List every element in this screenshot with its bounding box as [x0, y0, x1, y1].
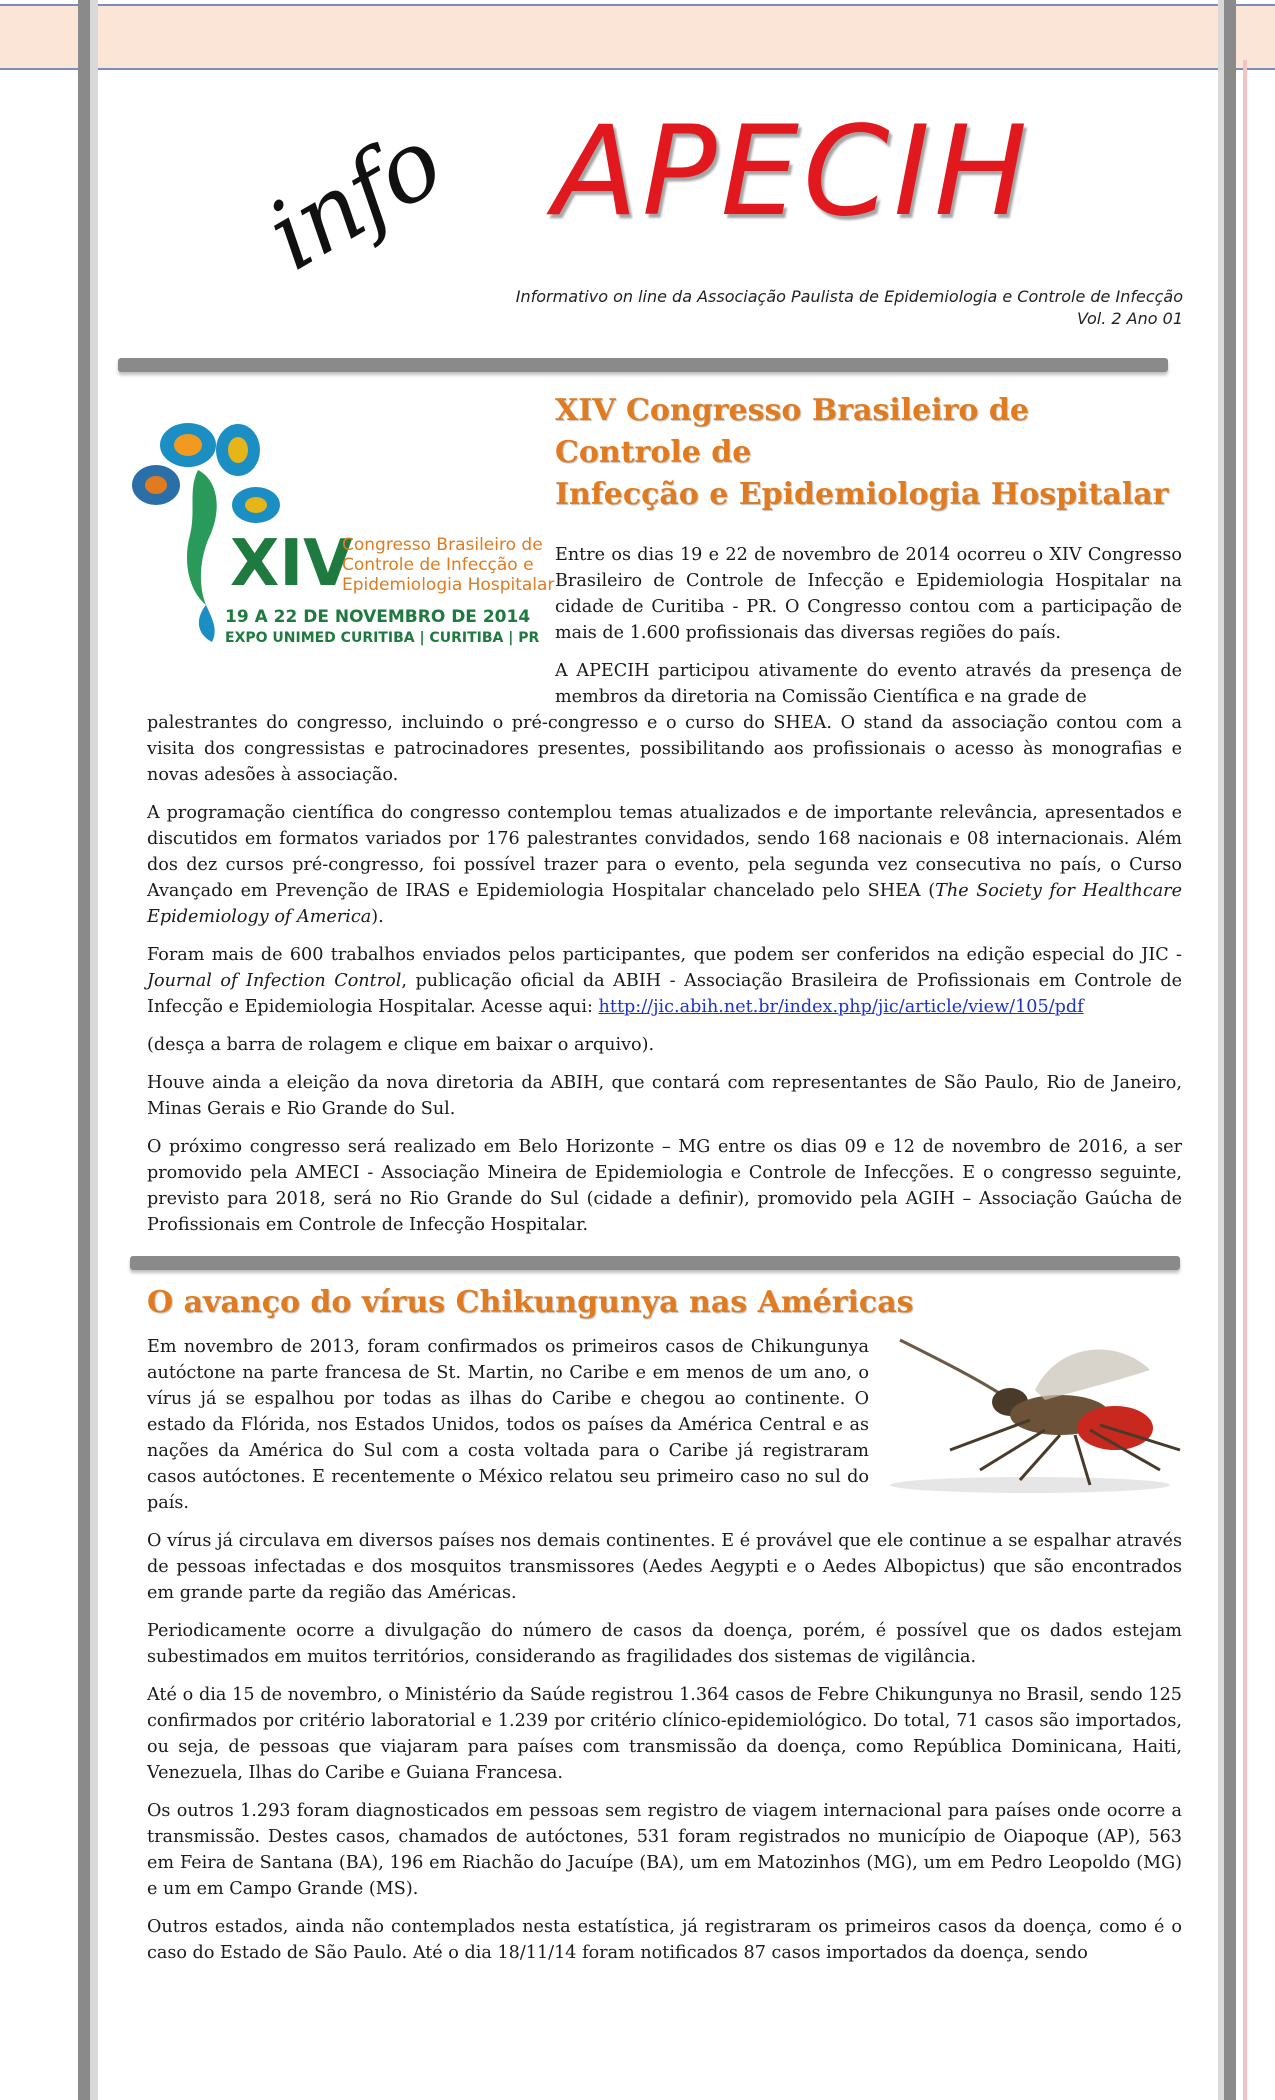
article-congress-title [555, 390, 1182, 516]
chikungunya-paragraph-2: O vírus já circulava em diversos países nos demais continentes. E é provável que ele continue a se espalhar através de pessoas infectadas e dos mosquitos transmissores (Aedes Aegypti e o Aedes Albopictus) que são encontrados em grande parte da região das Américas. [147, 1531, 1182, 1603]
logo-name-line2: Controle de Infecção e [342, 555, 534, 575]
congress-paragraph-5: (desça a barra de rolagem e clique em baixar o arquivo). [147, 1035, 655, 1055]
article-congress [147, 390, 1182, 1250]
p4-start: Foram mais de 600 trabalhos enviados pelos participantes, que podem ser conferidos na edição especial do JIC - [147, 945, 1182, 965]
p4-italic: Journal of Infection Control [147, 971, 402, 991]
logo-name-line1: Congresso Brasileiro de [342, 535, 543, 555]
masthead [249, 100, 1195, 340]
section-divider-middle [130, 1256, 1180, 1270]
title-line-2: Infecção e Epidemiologia Hospitalar [555, 477, 1169, 512]
masthead-tagline [516, 286, 1183, 330]
chikungunya-paragraph-1: Em novembro de 2013, foram confirmados os primeiros casos de Chikungunya autóctone na parte francesa de St. Martin, no Caribe e em menos de um ano, o vírus já se espalhou por todas as ilhas do Caribe e chegou ao continente. O estado da Flórida, nos Estados Unidos, todos os países da América Central e as nações da América do Sul com a costa voltada para o Caribe já registraram casos autóctones. E recentemente o México relatou seu primeiro caso no sul do país. [147, 1337, 869, 1513]
section-divider-top [118, 358, 1168, 372]
masthead-info-script: info [249, 106, 460, 292]
article-chikungunya [147, 1282, 1182, 1978]
chikungunya-paragraph-5: Os outros 1.293 foram diagnosticados em pessoas sem registro de viagem internacional para países onde ocorre a transmissão. Destes casos, chamados de autóctones, 531 foram registrados no município de Oiapoque (AP), 563 em Feira de Santana (BA), 196 em Riachão do Jacuípe (BA), um em Matozinhos (MG), um em Pedro Leopoldo (MG) e um em Campo Grande (MS). [147, 1801, 1182, 1899]
masthead-apecih-logo: APECIH [553, 100, 1032, 244]
congress-paragraph-4 [147, 942, 1182, 1020]
p4-mid: , publicação oficial da ABIH - Associação Brasileira de Profissionais em Controle de Infecção e Epidemiologia Hospitalar. Acesse aqui: [147, 971, 1182, 1017]
title-line-1: XIV Congresso Brasileiro de Controle de [555, 393, 1029, 470]
congress-paragraph-6: Houve ainda a eleição da nova diretoria da ABIH, que contará com representantes de São Paulo, Rio de Janeiro, Minas Gerais e Rio Grande do Sul. [147, 1073, 1182, 1119]
chikungunya-paragraph-3: Periodicamente ocorre a divulgação do número de casos da doença, porém, é possível que os dados estejam subestimados em muitos territórios, considerando as fragilidades dos sistemas de vigilância. [147, 1621, 1182, 1667]
logo-numeral: XIV [230, 527, 353, 601]
congress-paragraph-2b: palestrantes do congresso, incluindo o pré-congresso e o curso do SHEA. O stand da associação contou com a visita dos congressistas e patrocinadores presentes, possibilitando aos profissionais o acesso às monografias e novas adesões à associação. [147, 713, 1182, 785]
logo-name-line3: Epidemiologia Hospitalar [342, 575, 555, 595]
p3-italic: The Society for Healthcare Epidemiology of America [147, 881, 1182, 927]
p3-end: ). [371, 907, 384, 927]
top-band [0, 4, 1275, 70]
right-page-rail [1224, 0, 1236, 2100]
congress-paragraph-3 [147, 800, 1182, 930]
p3-text: A programação científica do congresso contemplou temas atualizados e de importante relevância, apresentados e discutidos em formatos variados por 176 palestrantes convidados, sendo 168 nacionais e 08 internacionais. Além dos dez cursos pré-congresso, foi possível trazer para o evento, pela segunda vez consecutiva no país, o Curso Avançado em Prevenção de IRAS e Epidemiologia Hospitalar chancelado pelo SHEA ( [147, 803, 1182, 901]
chikungunya-paragraph-4: Até o dia 15 de novembro, o Ministério da Saúde registrou 1.364 casos de Febre Chikungunya no Brasil, sendo 125 confirmados por critério laboratorial e 1.239 por critério clínico-epidemiológico. Do total, 71 casos são importados, ou seja, de pessoas que viajaram para países com transmissão da doença, como República Dominicana, Haiti, Venezuela, Ilhas do Caribe e Guiana Francesa. [147, 1685, 1182, 1783]
jic-article-link[interactable]: http://jic.abih.net.br/index.php/jic/article/view/105/pdf [598, 997, 1084, 1017]
right-accent-line [1243, 60, 1247, 2100]
logo-venue: EXPO UNIMED CURITIBA | CURITIBA | PR [225, 630, 540, 646]
volume-text: Vol. 2 Ano 01 [1077, 309, 1183, 328]
left-page-rail [78, 0, 90, 2100]
congress-paragraph-2a: A APECIH participou ativamente do evento através da presença de membros da diretoria na Comissão Científica e na grade de [555, 661, 1182, 707]
article-chikungunya-title: O avanço do vírus Chikungunya nas Américas [147, 1285, 914, 1320]
chikungunya-paragraph-6: Outros estados, ainda não contemplados nesta estatística, já registraram os primeiros casos da doença, como é o caso do Estado de São Paulo. Até o dia 18/11/14 foram notificados 87 casos importados da doença, sendo [147, 1917, 1182, 1963]
logo-dates: 19 A 22 DE NOVEMBRO DE 2014 [225, 607, 531, 627]
tagline-text: Informativo on line da Associação Paulista de Epidemiologia e Controle de Infecção [515, 287, 1183, 306]
congress-paragraph-1: Entre os dias 19 e 22 de novembro de 2014 ocorreu o XIV Congresso Brasileiro de Controle de Infecção e Epidemiologia Hospitalar na cidade de Curitiba - PR. O Congresso contou com a participação de mais de 1.600 profissionais das diversas regiões do país. [555, 545, 1182, 643]
congress-paragraph-7: O próximo congresso será realizado em Belo Horizonte – MG entre os dias 09 e 12 de novembro de 2016, a ser promovido pela AMECI - Associação Mineira de Epidemiologia e Controle de Infecções. E o congresso seguinte, previsto para 2018, será no Rio Grande do Sul (cidade a definir), promovido pela AGIH – Associação Gaúcha de Profissionais em Controle de Infecção Hospitalar. [147, 1137, 1182, 1235]
